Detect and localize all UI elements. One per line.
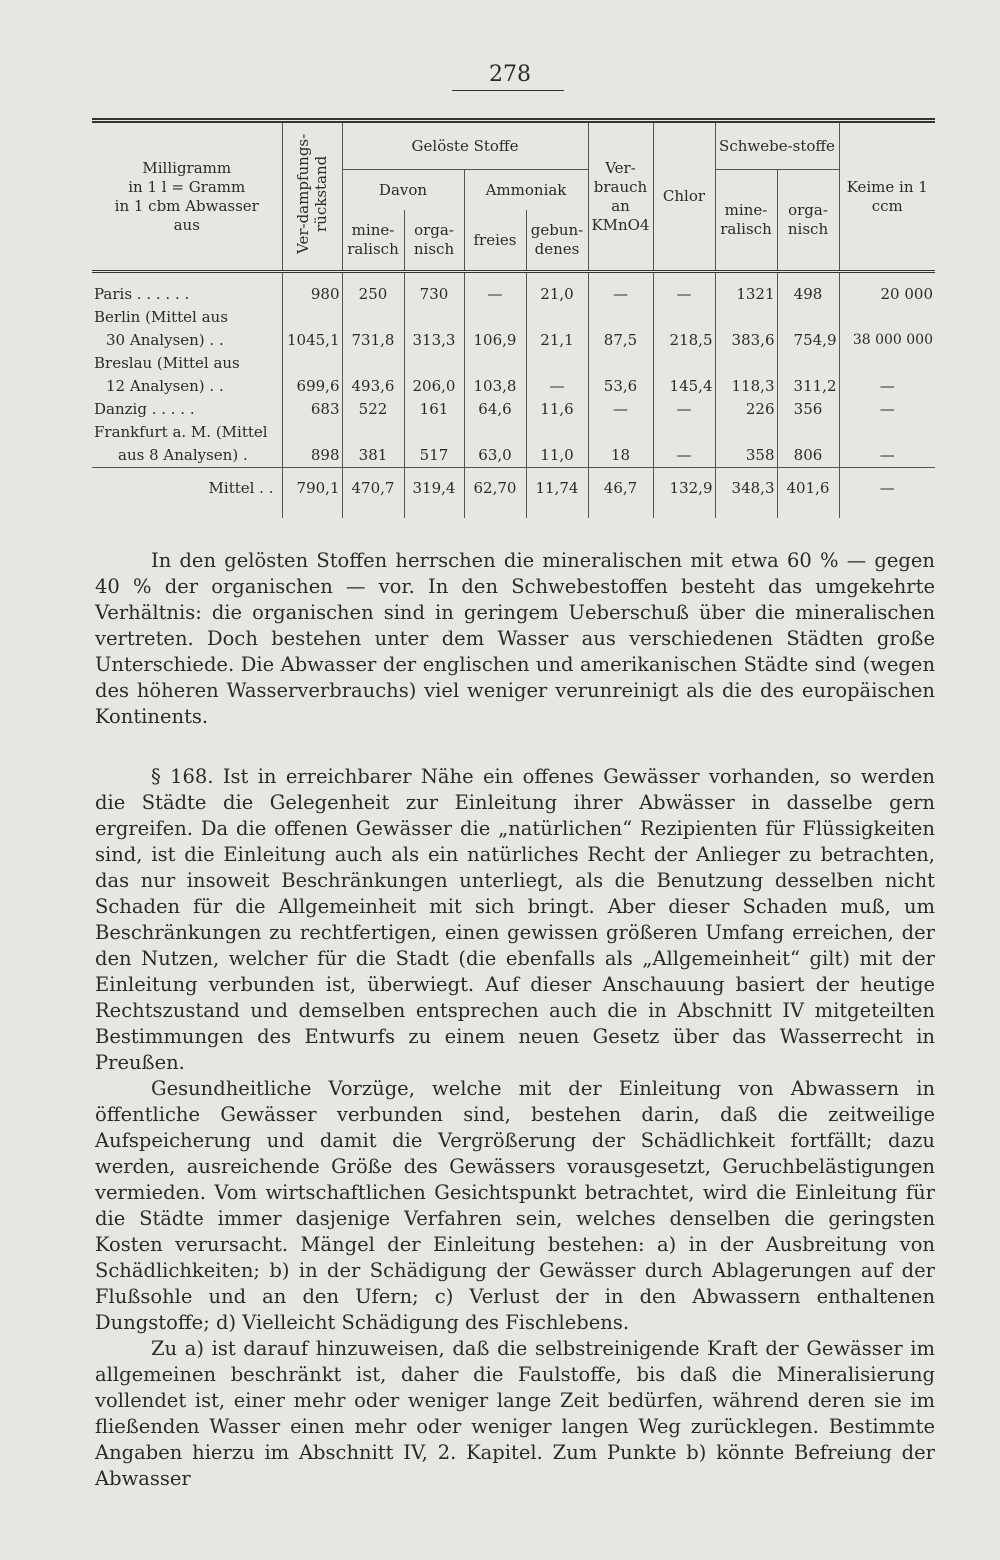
- table-cell: —: [653, 444, 715, 468]
- table-cell: —: [839, 468, 935, 509]
- table-cell: 18: [588, 444, 653, 468]
- table-cell: —: [464, 283, 526, 306]
- paragraph: Gesundheitliche Vorzüge, welche mit der Einleitung von Abwassern in öffentliche Gewässer verbunden sind, bestehen darin, daß die zeitweilige Aufspeicherung und damit die Vergrößerung der Schädlichkeit fortfällt; dazu werden, ausreichende Größe des Gewässers vorausgesetzt, Geruchbelästigungen vermieden. Vom wirtschaftlichen Gesichtspunkt betrachtet, wird die Einleitung für die Städte immer dasjenige Verfahren sein, welches denselben die geringsten Kosten verursacht. Mängel der Einleitung bestehen: a) in der Ausbreitung von Schädlichkeiten; b) in der Schädigung der Gewässer durch Ablagerungen auf der Flußsohle und an den Ufern; c) Verlust der in den Abwassern enthaltenen Dungstoffe; d) Vielleicht Schädigung des Fischlebens.: [95, 1077, 935, 1334]
- row-label: 30 Analysen) . .: [106, 331, 224, 349]
- table-body: [92, 272, 935, 519]
- table-cell: 683: [282, 398, 342, 421]
- table-cell: —: [588, 398, 653, 421]
- table-cell: 118,3: [715, 375, 777, 398]
- table-cell: 145,4: [653, 375, 715, 398]
- table-cell: 46,7: [588, 468, 653, 509]
- table-cell: 1045,1: [282, 329, 342, 352]
- header-units-line3: in 1 cbm Abwasser: [114, 196, 259, 215]
- header-organisch: orga-nisch: [404, 210, 464, 272]
- table-cell: 898: [282, 444, 342, 468]
- analysis-table: [92, 118, 935, 518]
- table-cell: —: [653, 398, 715, 421]
- table-cell: 1321: [715, 283, 777, 306]
- table-cell: 806: [777, 444, 839, 468]
- table-header: [92, 121, 935, 272]
- paragraph: Zu a) ist darauf hinzuweisen, daß die selbstreinigende Kraft der Gewässer im allgemeinen beschränkt ist, daher die Faulstoffe, bis daß die Mineralisierung vollendet ist, einer mehr oder weniger lange Zeit bedürfen, während deren sie im fließenden Wasser einen mehr oder weniger langen Weg zurücklegen. Bestimmte Angaben hierzu im Abschnitt IV, 2. Kapitel. Zum Punkte b) könnte Befreiung der Abwasser: [95, 1337, 935, 1490]
- table-cell: 11,74: [526, 468, 588, 509]
- wastewater-table: [92, 118, 935, 518]
- row-label: Berlin (Mittel aus: [94, 308, 228, 326]
- table-cell: 132,9: [653, 468, 715, 509]
- paragraph: In den gelösten Stoffen herrschen die mineralischen mit etwa 60 % — gegen 40 % der organischen — vor. In den Schwebestoffen besteht das umgekehrte Verhältnis: die organischen sind in geringem Ueberschuß über die mineralischen vertreten. Doch bestehen unter dem Wasser aus verschiedenen Städten große Unterschiede. Die Abwasser der englischen und amerikanischen Städte sind (wegen des höheren Wasserverbrauchs) viel weniger verunreinigt als die des europäischen Kontinents.: [95, 549, 935, 728]
- paragraph: § 168. Ist in erreichbarer Nähe ein offenes Gewässer vorhanden, so werden die Städte die Gelegenheit zur Einleitung ihrer Abwässer in dasselbe gern ergreifen. Da die offenen Gewässer die „natürlichen“ Rezipienten für Flüssigkeiten sind, ist die Einleitung auch als ein natürliches Recht der Anlieger zu betrachten, das nur insoweit Beschränkungen unterliegt, als die Benutzung desselben nicht Schaden für die Allgemeinheit mit sich bringt. Aber dieser Schaden muß, um Beschränkungen zu rechtfertigen, einen gewissen größeren Umfang erreichen, der den Nutzen, welcher für die Stadt (die ebenfalls als „Allgemeinheit“ gilt) mit der Einleitung verbunden ist, überwiegt. Auf dieser Anschauung basiert der heutige Rechtszustand und demselben entsprechen auch die in Abschnitt IV mitgeteilten Bestimmungen des Entwurfs zu einem neuen Gesetz über das Wasserrecht in Preußen.: [95, 765, 935, 1074]
- table-cell: —: [839, 398, 935, 421]
- table-cell: 62,70: [464, 468, 526, 509]
- table-cell: 311,2: [777, 375, 839, 398]
- header-units-line2: in 1 l = Gramm: [128, 177, 246, 196]
- header-freies: freies: [464, 210, 526, 272]
- page-number: 278: [489, 62, 531, 87]
- table-cell: 356: [777, 398, 839, 421]
- table-cell: 11,0: [526, 444, 588, 468]
- table-cell: 348,3: [715, 468, 777, 509]
- header-gebundenes: gebun-denes: [526, 210, 588, 272]
- table-cell: 11,6: [526, 398, 588, 421]
- row-label: aus 8 Analysen) .: [118, 446, 248, 464]
- table-cell: 470,7: [342, 468, 404, 509]
- table-cell: 20 000: [839, 283, 935, 306]
- table-cell: —: [526, 375, 588, 398]
- table-cell: —: [839, 375, 935, 398]
- header-mineralisch: mine-ralisch: [342, 210, 404, 272]
- header-geloeste: Gelöste Stoffe: [342, 121, 588, 170]
- table-cell: 383,6: [715, 329, 777, 352]
- table-cell: 87,5: [588, 329, 653, 352]
- page-number-rule: [452, 90, 564, 91]
- table-row: [92, 283, 935, 306]
- table-cell: 63,0: [464, 444, 526, 468]
- table-row: [92, 444, 935, 468]
- table-cell: 381: [342, 444, 404, 468]
- table-cell: —: [588, 283, 653, 306]
- row-label: Frankfurt a. M. (Mittel: [94, 423, 268, 441]
- table-row: [92, 329, 935, 352]
- table-cell: 522: [342, 398, 404, 421]
- table-cell: 730: [404, 283, 464, 306]
- table-cell: 790,1: [282, 468, 342, 509]
- table-cell: 517: [404, 444, 464, 468]
- header-schwebe: Schwebe-stoffe: [715, 121, 839, 170]
- table-cell: 64,6: [464, 398, 526, 421]
- table-cell: 754,9: [777, 329, 839, 352]
- row-label: Breslau (Mittel aus: [94, 354, 240, 372]
- header-units: [92, 121, 282, 272]
- table-cell: 699,6: [282, 375, 342, 398]
- header-rueckstand-text: Ver-dampfungs-rückstand: [294, 133, 330, 255]
- header-schwebe-mineralisch: mine-ralisch: [715, 170, 777, 272]
- table-cell: 103,8: [464, 375, 526, 398]
- row-label: 12 Analysen) . .: [106, 377, 224, 395]
- header-davon: Davon: [342, 170, 464, 211]
- table-row-continuation: [92, 306, 935, 329]
- table-cell: 358: [715, 444, 777, 468]
- table-cell: 401,6: [777, 468, 839, 509]
- table-cell: 161: [404, 398, 464, 421]
- table-row: [92, 375, 935, 398]
- table-row-continuation: [92, 421, 935, 444]
- header-verbrauch: Ver-brauch an KMnO4: [588, 121, 653, 272]
- table-cell: 731,8: [342, 329, 404, 352]
- table-cell: —: [653, 283, 715, 306]
- table-row-continuation: [92, 352, 935, 375]
- table-cell: —: [839, 444, 935, 468]
- header-chlor: Chlor: [653, 121, 715, 272]
- table-cell: 106,9: [464, 329, 526, 352]
- table-row-mittel: [92, 468, 935, 509]
- table-cell: 218,5: [653, 329, 715, 352]
- paragraph-block-1: [95, 548, 935, 730]
- table-cell: 250: [342, 283, 404, 306]
- header-rueckstand: [282, 121, 342, 272]
- table-cell: 21,1: [526, 329, 588, 352]
- row-label: Mittel . .: [92, 468, 282, 509]
- row-label: Paris . . . . . .: [94, 285, 190, 303]
- table-cell: 319,4: [404, 468, 464, 509]
- header-units-line4: aus: [173, 215, 200, 234]
- table-cell: 206,0: [404, 375, 464, 398]
- header-units-line1: Milligramm: [142, 158, 232, 177]
- table-cell: 980: [282, 283, 342, 306]
- table-cell: 493,6: [342, 375, 404, 398]
- header-keime: Keime in 1 ccm: [839, 121, 935, 272]
- table-cell: 313,3: [404, 329, 464, 352]
- table-cell: 21,0: [526, 283, 588, 306]
- paragraph-block-2: [95, 764, 935, 1492]
- table-cell: 38 000 000: [839, 329, 935, 352]
- table-cell: 53,6: [588, 375, 653, 398]
- row-label: Danzig . . . . .: [94, 400, 195, 418]
- header-ammoniak: Ammoniak: [464, 170, 588, 211]
- table-row: [92, 398, 935, 421]
- table-cell: 226: [715, 398, 777, 421]
- header-schwebe-organisch: orga-nisch: [777, 170, 839, 272]
- table-cell: 498: [777, 283, 839, 306]
